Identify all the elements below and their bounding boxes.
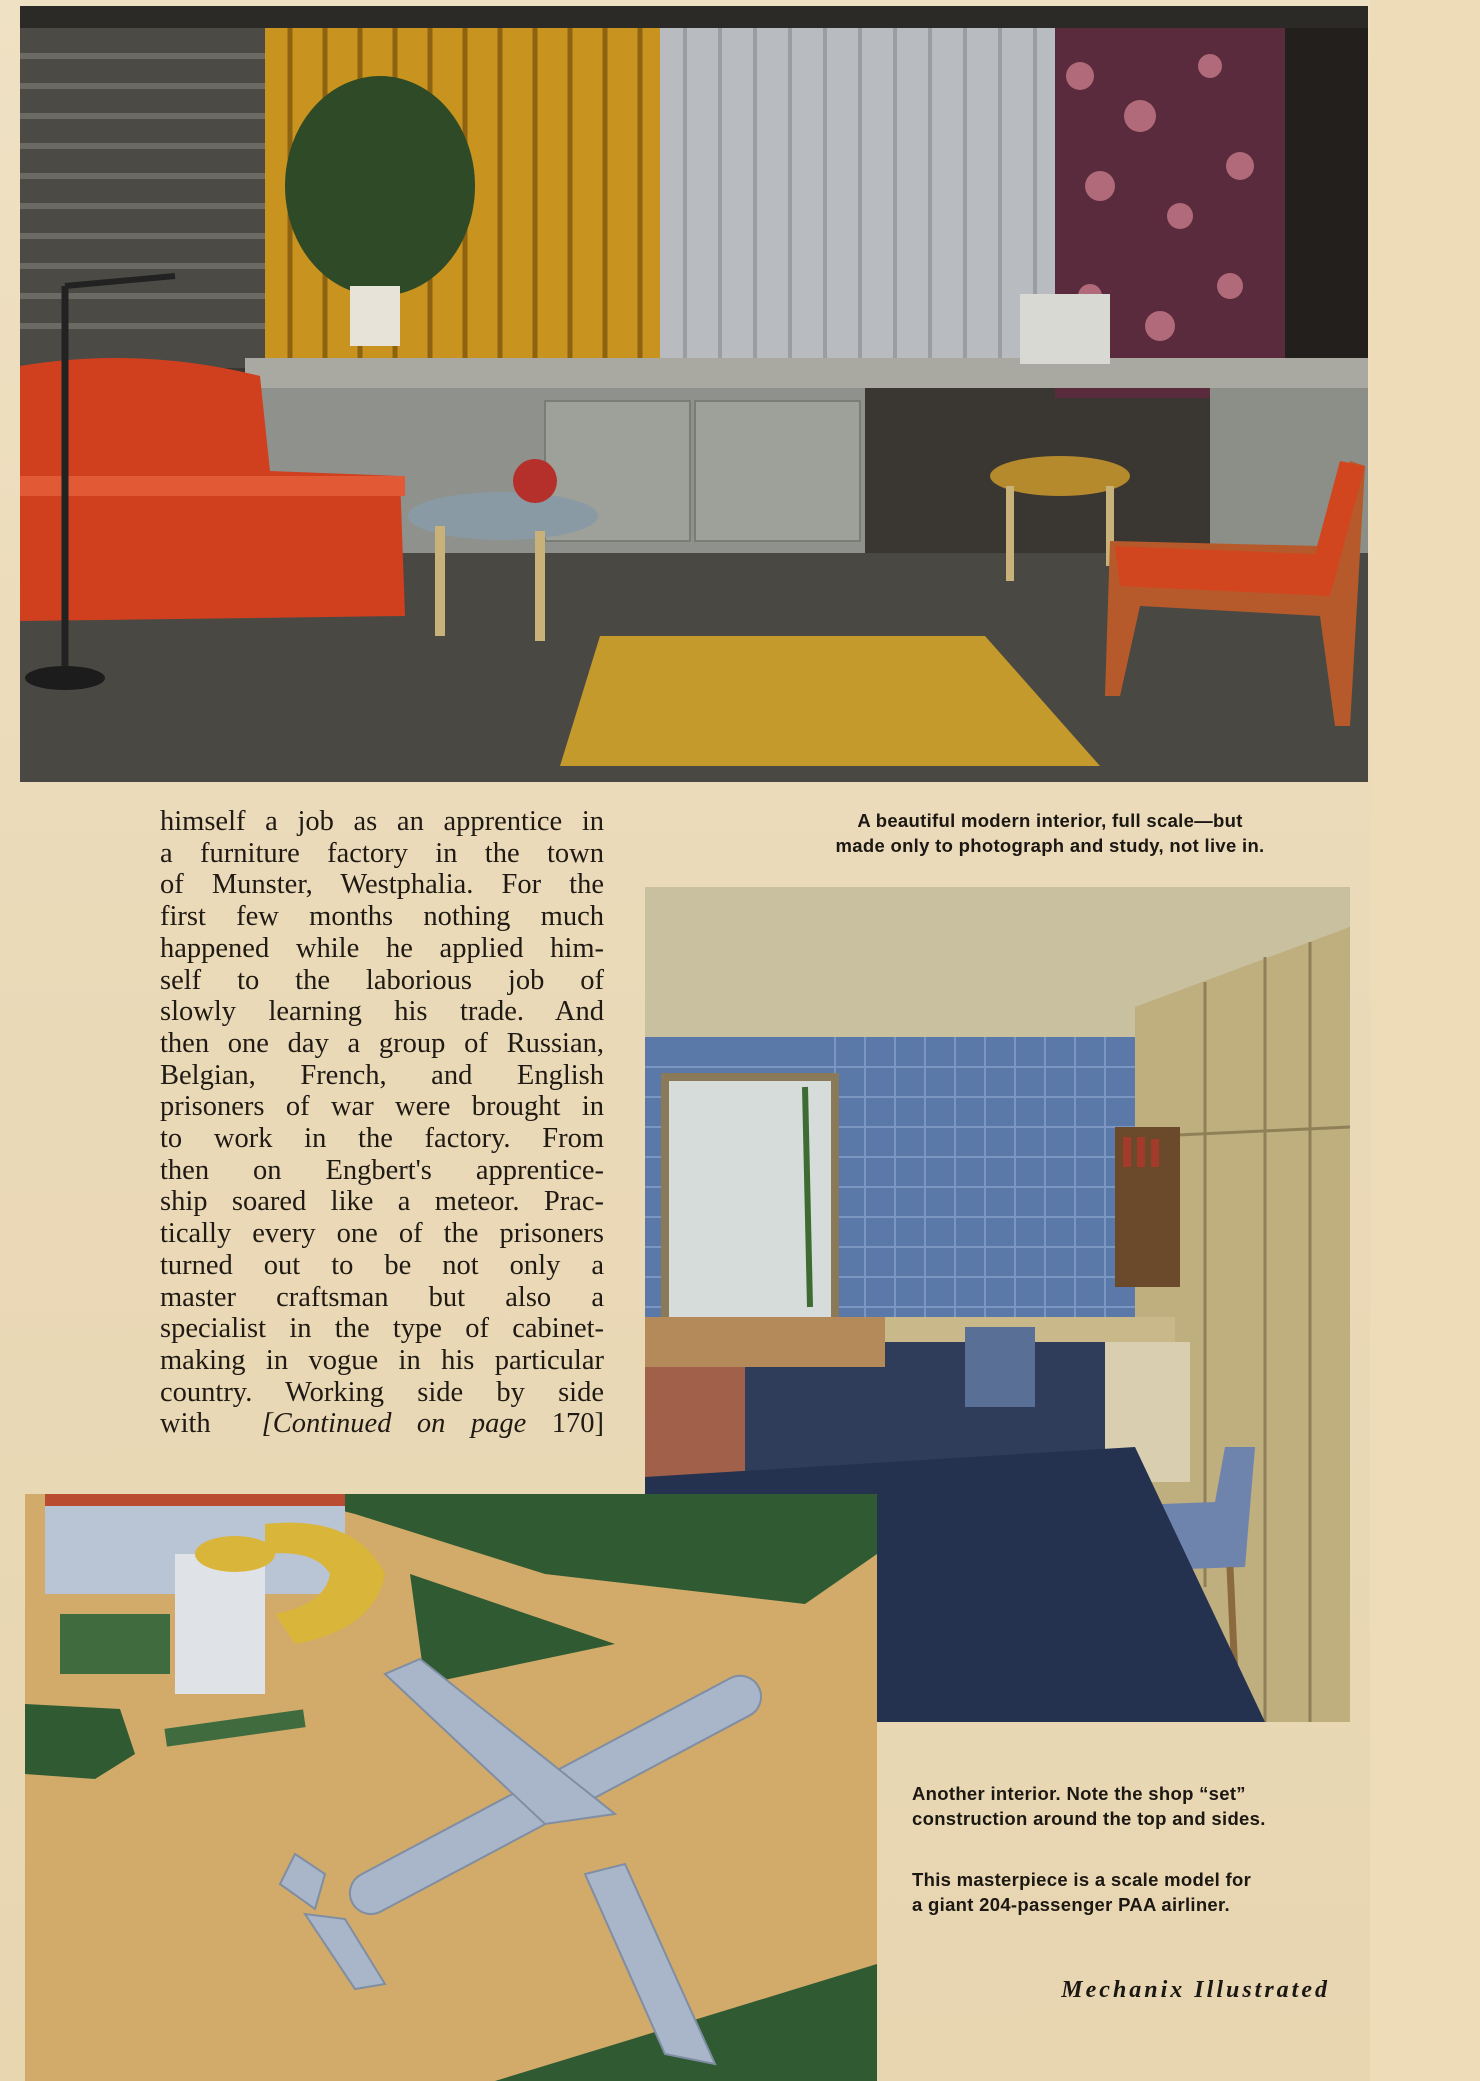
article-body-text	[160, 806, 604, 1440]
caption-line: made only to photograph and study, not live in.	[835, 835, 1265, 856]
caption-line: a giant 204-passenger PAA airliner.	[912, 1894, 1230, 1915]
body-line: ship soared like a meteor. Prac-	[160, 1186, 604, 1218]
body-line: turned out to be not only a	[160, 1249, 604, 1281]
caption-line: Another interior. Note the shop “set”	[912, 1783, 1246, 1804]
body-line: self to the laborious job of	[160, 964, 604, 996]
body-line: to work in the factory. From	[160, 1123, 604, 1155]
body-line: happened while he applied him-	[160, 932, 604, 964]
living-room-caption	[790, 808, 1310, 858]
body-line: prisoners of war were brought in	[160, 1091, 604, 1123]
body-line: tically every one of the prisoners	[160, 1218, 604, 1250]
body-line: master craftsman but also a	[160, 1281, 604, 1313]
page-margin	[1370, 0, 1480, 2081]
airport-caption	[912, 1867, 1332, 1917]
caption-line: This masterpiece is a scale model for	[912, 1869, 1252, 1890]
body-line: a furniture factory in the town	[160, 837, 604, 869]
body-line: country. Working side by side	[160, 1376, 604, 1408]
living-room-photo	[20, 6, 1368, 782]
body-line: of Munster, Westphalia. For the	[160, 869, 604, 901]
caption-line: construction around the top and sides.	[912, 1808, 1266, 1829]
continued-page-number: 170]	[551, 1408, 604, 1440]
body-line: Belgian, French, and English	[160, 1059, 604, 1091]
body-line: then on Engbert's apprentice-	[160, 1154, 604, 1186]
last-line-start: with	[160, 1408, 211, 1440]
body-line: then one day a group of Russian,	[160, 1027, 604, 1059]
body-line: making in vogue in his particular	[160, 1344, 604, 1376]
body-line: specialist in the type of cabinet-	[160, 1313, 604, 1345]
caption-line: A beautiful modern interior, full scale—but	[857, 810, 1243, 831]
airport-model-photo	[25, 1494, 877, 2081]
continued-line	[160, 1408, 604, 1440]
body-line: slowly learning his trade. And	[160, 996, 604, 1028]
body-line: himself a job as an apprentice in	[160, 806, 604, 837]
body-line: first few months nothing much	[160, 901, 604, 933]
magazine-footer: Mechanix Illustrated	[1061, 1977, 1330, 2003]
study-caption	[912, 1781, 1332, 1831]
continued-notice: [Continued on page	[261, 1408, 527, 1440]
